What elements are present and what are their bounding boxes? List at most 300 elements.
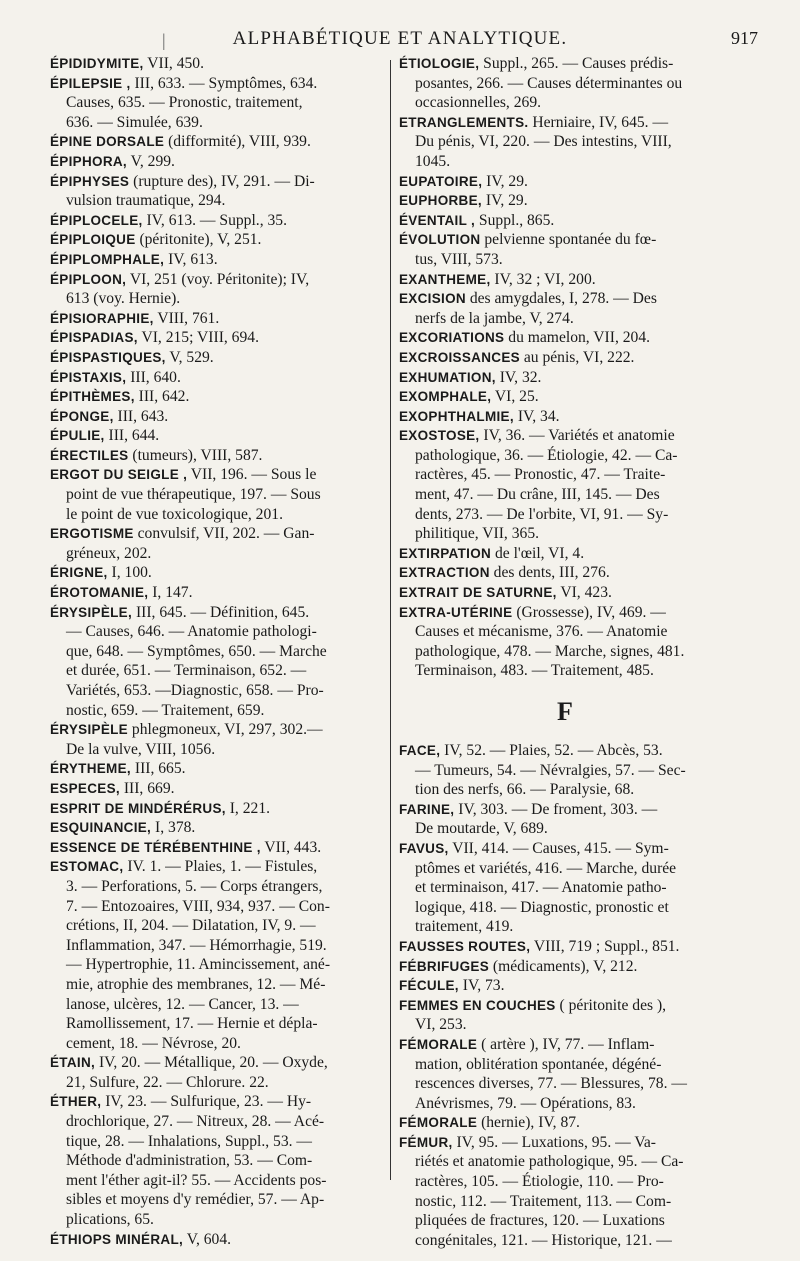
- entry-headword: EXTRACTION: [399, 565, 490, 581]
- entry-text: cement, 18. — Névrose, 20.: [66, 1034, 241, 1052]
- entry-text: convulsif, VII, 202. — Gan-: [137, 525, 315, 543]
- entry-continuation: [50, 955, 379, 975]
- entry-text: nerfs de la jambe, V, 274.: [415, 309, 574, 327]
- entry-text: 636. — Simulée, 639.: [66, 113, 203, 131]
- entry-continuation: [50, 701, 379, 721]
- entry-text: IV, 613.: [168, 250, 218, 268]
- entry-headword: ÉVENTAIL ,: [399, 212, 476, 228]
- entry-text: VI, 215; VIII, 694.: [141, 329, 259, 347]
- entry-text: ment, 47. — Du crâne, III, 145. — Des: [415, 486, 660, 504]
- entry-text: Ramollissement, 17. — Hernie et dépla-: [66, 1015, 318, 1033]
- entry-text: pathologique, 478. — Marche, signes, 481.: [415, 642, 685, 660]
- index-entry: [50, 368, 379, 388]
- entry-continuation: [399, 524, 731, 544]
- entry-continuation: [50, 995, 379, 1015]
- entry-text: V, 299.: [130, 152, 175, 170]
- index-entry: [50, 779, 379, 799]
- entry-text: gréneux, 202.: [66, 544, 152, 562]
- entry-headword: EXTIRPATION: [399, 545, 492, 561]
- index-entry: [50, 328, 379, 348]
- entry-continuation: [50, 877, 379, 897]
- entry-continuation: [399, 1172, 731, 1192]
- entry-text: pathologique, 36. — Étiologie, 42. — Ca-: [415, 446, 678, 464]
- entry-continuation: [399, 309, 731, 329]
- entry-continuation: [50, 661, 379, 681]
- index-entry: [50, 74, 379, 133]
- index-entry: [399, 839, 731, 937]
- entry-text: VIII, 761.: [157, 309, 220, 327]
- entry-text: IV, 23. — Sulfurique, 23. — Hy-: [105, 1093, 312, 1111]
- entry-headword: EXTRA-UTÉRINE: [399, 604, 513, 620]
- index-entry: [399, 426, 731, 544]
- index-entry: [399, 603, 731, 681]
- index-entry: [399, 230, 731, 269]
- entry-continuation: [399, 93, 731, 113]
- entry-headword: FAVUS,: [399, 840, 449, 856]
- index-entry: [50, 759, 379, 779]
- entry-headword: ÉPIPLOIQUE: [50, 232, 136, 248]
- entry-text: I, 221.: [229, 799, 271, 817]
- entry-text: le point de vue toxicologique, 201.: [66, 505, 283, 523]
- entry-text: tion des nerfs, 66. — Paralysie, 68.: [415, 781, 635, 799]
- index-entry: [50, 211, 379, 231]
- entry-continuation: [399, 1055, 731, 1075]
- entry-headword: ÉPIDIDYMITE,: [50, 56, 144, 71]
- entry-text: III, 633. — Symptômes, 634.: [134, 74, 318, 92]
- entry-continuation: [50, 1171, 379, 1191]
- entry-continuation: [50, 1132, 379, 1152]
- entry-continuation: [399, 1074, 731, 1094]
- entry-text: tus, VIII, 573.: [415, 250, 503, 268]
- index-entry: [399, 172, 731, 192]
- entry-headword: ÉTAIN,: [50, 1055, 96, 1071]
- index-entry: [399, 583, 731, 603]
- entry-continuation: [50, 897, 379, 917]
- entry-text: des dents, III, 276.: [493, 564, 610, 582]
- entry-continuation: [50, 93, 379, 113]
- entry-headword: EUPHORBE,: [399, 193, 482, 209]
- entry-text: ractères, 45. — Pronostic, 47. — Traite-: [415, 466, 666, 484]
- entry-text: IV, 73.: [462, 977, 505, 995]
- entry-text: III, 665.: [134, 760, 186, 778]
- index-entry: [399, 328, 731, 348]
- entry-text: VII, 443.: [264, 838, 322, 856]
- entry-continuation: [50, 1190, 379, 1210]
- entry-continuation: [50, 642, 379, 662]
- entry-text: (tumeurs), VIII, 587.: [132, 446, 263, 464]
- entry-headword: ÉPIPHYSES: [50, 173, 130, 189]
- entry-continuation: [50, 544, 379, 564]
- entry-continuation: [50, 113, 379, 133]
- entry-text: Variétés, 653. —Diagnostic, 658. — Pro-: [66, 682, 324, 699]
- entry-text: ractères, 105. — Étiologie, 110. — Pro-: [415, 1173, 664, 1191]
- index-entry: [50, 583, 379, 603]
- entry-headword: EXOSTOSE,: [399, 428, 480, 444]
- index-entry: [399, 563, 731, 583]
- entry-text: (médicaments), V, 212.: [492, 957, 638, 975]
- entry-text: 21, Sulfure, 22. — Chlorure. 22.: [66, 1073, 269, 1091]
- index-entry: [399, 387, 731, 407]
- entry-headword: ERGOTISME: [50, 526, 134, 542]
- index-entry: [50, 387, 379, 407]
- entry-headword: EXCROISSANCES: [399, 349, 520, 365]
- entry-text: de l'œil, VI, 4.: [494, 544, 585, 562]
- section-letter: F: [557, 697, 573, 726]
- entry-continuation: [50, 740, 379, 760]
- entry-text: plications, 65.: [66, 1211, 154, 1229]
- entry-headword: EXCISION: [399, 291, 466, 307]
- index-entry: [50, 720, 379, 759]
- entry-continuation: [399, 878, 731, 898]
- entry-text: Du pénis, VI, 220. — Des intestins, VIII,: [415, 133, 672, 151]
- page-number: 917: [731, 28, 758, 48]
- index-entry: [50, 563, 379, 583]
- entry-headword: ESPECES,: [50, 780, 120, 796]
- entry-continuation: [399, 485, 731, 505]
- index-entry: [50, 348, 379, 368]
- entry-text: mie, atrophie des membranes, 12. — Mé-: [66, 975, 326, 993]
- entry-text: IV, 303. — De froment, 303. —: [458, 800, 658, 818]
- entry-text: Causes, 635. — Pronostic, traitement,: [66, 94, 303, 112]
- entry-continuation: [399, 859, 731, 879]
- index-entry: [50, 465, 379, 524]
- entry-headword: ESSENCE DE TÉRÉBENTHINE ,: [50, 839, 261, 855]
- entry-continuation: [50, 485, 379, 505]
- entry-continuation: [50, 191, 379, 211]
- index-entry: [50, 1053, 379, 1092]
- entry-continuation: [50, 622, 379, 642]
- entry-text: IV, 95. — Luxations, 95. — Va-: [456, 1133, 656, 1151]
- entry-headword: ÉPISPASTIQUES,: [50, 349, 166, 365]
- entry-text: VI, 25.: [494, 388, 539, 406]
- entry-continuation: [50, 1014, 379, 1034]
- index-entry: [399, 937, 731, 957]
- entry-text: logique, 418. — Diagnostic, pronostic et: [415, 898, 669, 916]
- entry-headword: FÉMUR,: [399, 1134, 453, 1150]
- index-entry: [399, 1113, 731, 1133]
- entry-headword: ÉRIGNE,: [50, 565, 108, 581]
- entry-text: III, 644.: [108, 427, 160, 445]
- entry-continuation: [50, 975, 379, 995]
- index-entry: [50, 407, 379, 427]
- entry-continuation: [399, 642, 731, 662]
- entry-headword: FAUSSES ROUTES,: [399, 938, 531, 954]
- entry-text: Terminaison, 483. — Traitement, 485.: [415, 662, 654, 680]
- entry-text: crétions, II, 204. — Dilatation, IV, 9. —: [66, 917, 316, 935]
- entry-text: nostic, 659. — Traitement, 659.: [66, 701, 265, 719]
- entry-text: Inflammation, 347. — Hémorrhagie, 519.: [66, 936, 327, 954]
- entry-text: posantes, 266. — Causes déterminantes ou: [415, 74, 683, 92]
- entry-headword: FÉMORALE: [399, 1115, 478, 1131]
- entry-text: IV, 613. — Suppl., 35.: [146, 211, 287, 229]
- entry-text: Herniaire, IV, 645. —: [532, 113, 669, 131]
- entry-text: De la vulve, VIII, 1056.: [66, 740, 216, 758]
- entry-continuation: [50, 1112, 379, 1132]
- entry-headword: ÉPONGE,: [50, 408, 114, 424]
- entry-text: et durée, 651. — Terminaison, 652. —: [66, 662, 307, 680]
- index-entry: [50, 54, 379, 74]
- entry-text: — Hypertrophie, 11. Amincissement, ané-: [66, 956, 331, 974]
- entry-continuation: [399, 1094, 731, 1114]
- entry-text: (hernie), IV, 87.: [481, 1114, 580, 1132]
- index-entry: [50, 603, 379, 721]
- entry-headword: ÉRYTHEME,: [50, 761, 131, 777]
- entry-continuation: [399, 132, 731, 152]
- entry-continuation: [399, 152, 731, 172]
- page-header: [40, 26, 760, 56]
- entry-text: III, 669.: [123, 779, 175, 797]
- index-entry: [399, 54, 731, 113]
- entry-text: (Grossesse), IV, 469. —: [516, 603, 666, 621]
- entry-text: lanose, ulcères, 12. — Cancer, 13. —: [66, 995, 299, 1013]
- entry-text: pliquées de fractures, 120. — Luxations: [415, 1212, 665, 1230]
- index-entry: [399, 957, 731, 977]
- entry-headword: ÉPIPLOON,: [50, 271, 127, 287]
- entry-text: traitement, 419.: [415, 918, 514, 936]
- entry-continuation: [50, 289, 379, 309]
- index-entry: [50, 172, 379, 211]
- entry-headword: ÉPISTAXIS,: [50, 369, 127, 385]
- entry-text: IV, 29.: [486, 172, 528, 190]
- entry-headword: ÉROTOMANIE,: [50, 585, 149, 601]
- entry-text: mation, oblitération spontanée, dégéné-: [415, 1055, 662, 1073]
- entry-continuation: [50, 1034, 379, 1054]
- index-entry: [50, 309, 379, 329]
- entry-text: IV, 20. — Métallique, 20. — Oxyde,: [98, 1054, 328, 1072]
- index-entry: [50, 250, 379, 270]
- entry-text: 7. — Entozoaires, VIII, 934, 937. — Con-: [66, 897, 330, 915]
- entry-text: des amygdales, I, 278. — Des: [469, 290, 657, 308]
- entry-headword: FACE,: [399, 743, 441, 758]
- entry-continuation: [399, 1211, 731, 1231]
- index-entry: [50, 270, 379, 309]
- index-entry: [399, 996, 731, 1035]
- entry-headword: ETRANGLEMENTS.: [399, 114, 529, 130]
- index-entry: [50, 857, 379, 1053]
- entry-headword: FÉBRIFUGES: [399, 958, 490, 974]
- entry-headword: ÉPIPLOCELE,: [50, 212, 143, 228]
- entry-headword: FÉMORALE: [399, 1036, 478, 1052]
- entry-continuation: [399, 780, 731, 800]
- entry-text: — Causes, 646. — Anatomie pathologi-: [66, 623, 317, 641]
- entry-headword: FEMMES EN COUCHES: [399, 997, 556, 1013]
- entry-headword: EXTRAIT DE SATURNE,: [399, 585, 557, 601]
- entry-continuation: [50, 681, 379, 701]
- right-column-e-entries: [399, 54, 731, 681]
- entry-text: IV, 36. — Variétés et anatomie: [483, 427, 675, 445]
- entry-headword: EXHUMATION,: [399, 369, 496, 385]
- entry-headword: ÉTHIOPS MINÉRAL,: [50, 1231, 184, 1247]
- entry-text: I, 147.: [152, 584, 193, 602]
- entry-text: — Tumeurs, 54. — Névralgies, 57. — Sec-: [415, 761, 686, 779]
- entry-text: VI, 251 (voy. Péritonite); IV,: [129, 270, 310, 288]
- index-entry: [50, 426, 379, 446]
- entry-continuation: [399, 661, 731, 681]
- entry-continuation: [399, 622, 731, 642]
- entry-text: VII, 196. — Sous le: [190, 466, 317, 484]
- entry-headword: ESTOMAC,: [50, 859, 124, 875]
- entry-text: I, 100.: [111, 564, 152, 582]
- entry-headword: ESPRIT DE MINDÉRÉRUS,: [50, 800, 226, 816]
- entry-continuation: [399, 1231, 731, 1251]
- entry-text: (difformité), VIII, 939.: [168, 133, 311, 151]
- index-entry: [50, 818, 379, 838]
- entry-continuation: [50, 936, 379, 956]
- entry-text: pelvienne spontanée du fœ-: [484, 231, 657, 249]
- entry-headword: ÉPIPHORA,: [50, 153, 127, 169]
- entry-continuation: [399, 446, 731, 466]
- entry-continuation: [50, 505, 379, 525]
- index-entry: [399, 348, 731, 368]
- index-entry: [399, 976, 731, 996]
- index-entry: [399, 800, 731, 839]
- entry-headword: ÉVOLUTION: [399, 232, 481, 248]
- entry-continuation: [50, 1073, 379, 1093]
- entry-text: 1045.: [415, 152, 451, 170]
- entry-text: vulsion traumatique, 294.: [66, 192, 226, 210]
- entry-text: (rupture des), IV, 291. — Di-: [133, 172, 315, 190]
- entry-headword: ÉPISPADIAS,: [50, 330, 138, 346]
- entry-text: Suppl., 865.: [478, 211, 555, 229]
- entry-text: 613 (voy. Hernie).: [66, 290, 181, 308]
- left-column: [50, 54, 379, 1249]
- entry-continuation: [399, 1015, 731, 1035]
- index-entry: [399, 368, 731, 388]
- entry-text: De moutarde, V, 689.: [415, 820, 548, 838]
- entry-text: point de vue thérapeutique, 197. — Sous: [66, 486, 321, 504]
- entry-text: et terminaison, 417. — Anatomie patho-: [415, 879, 667, 897]
- entry-headword: ÉTHER,: [50, 1094, 102, 1110]
- entry-text: riétés et anatomie pathologique, 95. — Ca-: [415, 1153, 684, 1171]
- entry-text: que, 648. — Symptômes, 650. — Marche: [66, 642, 327, 660]
- entry-text: Anévrismes, 79. — Opérations, 83.: [415, 1094, 636, 1112]
- entry-text: tique, 28. — Inhalations, Suppl., 53. —: [66, 1132, 313, 1150]
- entry-text: VI, 253.: [415, 1016, 467, 1034]
- entry-text: IV, 29.: [485, 192, 528, 210]
- entry-text: VII, 450.: [147, 55, 204, 72]
- entry-text: V, 529.: [169, 348, 214, 366]
- entry-headword: ÉPILEPSIE ,: [50, 75, 131, 91]
- column-divider: [390, 60, 391, 1180]
- entry-text: IV, 32.: [499, 368, 542, 386]
- entry-text: nostic, 112. — Traitement, 113. — Com-: [415, 1192, 672, 1210]
- entry-text: occasionnelles, 269.: [415, 94, 542, 112]
- entry-headword: EXANTHEME,: [399, 271, 491, 287]
- entry-continuation: [399, 505, 731, 525]
- entry-text: phlegmoneux, VI, 297, 302.—: [131, 721, 323, 739]
- index-entry: [399, 113, 731, 172]
- entry-text: I, 378.: [155, 819, 196, 837]
- entry-headword: ÉPISIORAPHIE,: [50, 310, 154, 326]
- entry-text: Suppl., 265. — Causes prédis-: [483, 55, 674, 72]
- entry-text: IV. 1. — Plaies, 1. — Fistules,: [127, 858, 318, 876]
- index-entry: [50, 1092, 379, 1229]
- entry-headword: ÉPINE DORSALE: [50, 134, 165, 150]
- entry-text: dents, 273. — De l'orbite, VI, 91. — Sy-: [415, 505, 669, 523]
- entry-headword: EXOMPHALE,: [399, 389, 492, 405]
- entry-continuation: [399, 819, 731, 839]
- index-entry: [399, 741, 731, 800]
- entry-text: drochlorique, 27. — Nitreux, 28. — Acé-: [66, 1113, 325, 1131]
- entry-text: philitique, VII, 365.: [415, 525, 540, 543]
- entry-continuation: [399, 898, 731, 918]
- entry-text: 3. — Perforations, 5. — Corps étrangers,: [66, 877, 323, 895]
- header-rule-mark: |: [162, 30, 166, 50]
- entry-text: IV, 34.: [517, 407, 560, 425]
- right-column: [399, 54, 731, 1250]
- entry-text: Méthode d'administration, 53. — Com-: [66, 1152, 313, 1170]
- index-entry: [399, 270, 731, 290]
- entry-continuation: [399, 761, 731, 781]
- entry-text: sibles et moyens d'y remédier, 57. — Ap-: [66, 1191, 325, 1209]
- entry-continuation: [399, 465, 731, 485]
- entry-continuation: [399, 1152, 731, 1172]
- entry-headword: ÉRYSIPÈLE: [50, 722, 128, 738]
- entry-headword: ÉRYSIPÈLE,: [50, 604, 133, 620]
- index-entry: [399, 211, 731, 231]
- entry-text: IV, 32 ; VI, 200.: [494, 270, 596, 288]
- entry-text: au pénis, VI, 222.: [523, 348, 635, 366]
- entry-continuation: [50, 916, 379, 936]
- entry-headword: ÉRECTILES: [50, 447, 129, 463]
- entry-headword: EUPATOIRE,: [399, 173, 483, 189]
- entry-headword: EXOPHTHALMIE,: [399, 408, 514, 424]
- entry-headword: FARINE,: [399, 801, 455, 817]
- entry-text: ptômes et variétés, 416. — Marche, durée: [415, 859, 677, 877]
- entry-continuation: [50, 1151, 379, 1171]
- entry-text: V, 604.: [186, 1230, 232, 1248]
- right-column-f-entries: [399, 741, 731, 1250]
- entry-text: ( artère ), IV, 77. — Inflam-: [481, 1035, 655, 1053]
- entry-text: VI, 423.: [560, 584, 612, 602]
- entry-text: III, 640.: [130, 368, 181, 386]
- entry-text: ( péritonite des ),: [559, 996, 667, 1014]
- entry-text: VII, 414. — Causes, 415. — Sym-: [452, 839, 669, 857]
- entry-text: III, 645. — Définition, 645.: [135, 603, 310, 621]
- index-entry: [50, 446, 379, 466]
- entry-continuation: [399, 250, 731, 270]
- entry-text: III, 642.: [138, 388, 190, 406]
- index-entry: [399, 544, 731, 564]
- index-entry: [399, 1133, 731, 1251]
- entry-text: III, 643.: [117, 407, 169, 425]
- entry-headword: EXCORIATIONS: [399, 330, 505, 346]
- entry-text: congénitales, 121. — Historique, 121. —: [415, 1231, 672, 1249]
- entry-headword: ÉPITHÈMES,: [50, 389, 135, 405]
- entry-headword: ÉTIOLOGIE,: [399, 56, 480, 71]
- index-entry: [50, 152, 379, 172]
- index-entry: [399, 191, 731, 211]
- entry-headword: ÉPIPLOMPHALE,: [50, 251, 165, 267]
- index-entry: [399, 407, 731, 427]
- index-entry: [50, 230, 379, 250]
- entry-text: du mamelon, VII, 204.: [508, 329, 651, 347]
- index-entry: [50, 838, 379, 858]
- entry-text: ment l'éther agit-il? 55. — Accidents pos-: [66, 1171, 327, 1189]
- entry-text: IV, 52. — Plaies, 52. — Abcès, 53.: [444, 742, 663, 759]
- entry-text: (péritonite), V, 251.: [139, 231, 262, 249]
- entry-headword: ÉPULIE,: [50, 428, 105, 444]
- entry-text: VIII, 719 ; Suppl., 851.: [533, 937, 680, 955]
- entry-continuation: [399, 917, 731, 937]
- entry-headword: ESQUINANCIE,: [50, 820, 152, 836]
- entry-text: rescences diverses, 77. — Blessures, 78. —: [415, 1075, 687, 1093]
- index-entry: [50, 524, 379, 563]
- entry-headword: FÉCULE,: [399, 978, 459, 994]
- entry-continuation: [50, 1210, 379, 1230]
- index-entry: [50, 799, 379, 819]
- index-entry: [50, 1230, 379, 1250]
